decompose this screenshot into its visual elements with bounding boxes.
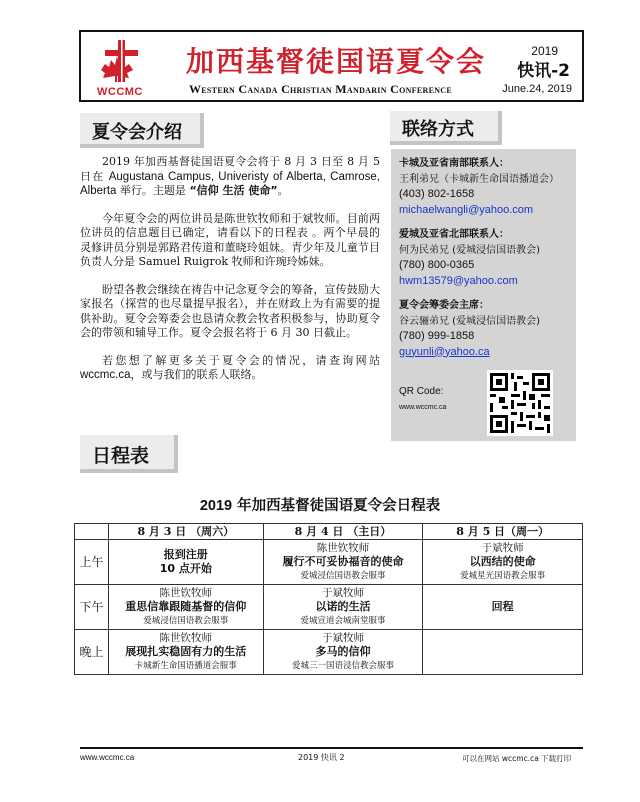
- speaker-name: 于斌牧师: [321, 587, 364, 599]
- contact-chair-heading: 夏令会筹委会主席：: [399, 300, 489, 311]
- intro-p4-text-a: 若您想了解更多关于夏令会的情况，请查询网站: [102, 353, 380, 367]
- session-cell: [263, 540, 423, 585]
- session-cell: [108, 630, 263, 675]
- session-topic: 重思信靠跟随基督的信仰: [125, 600, 247, 613]
- speaker-name: 陈世钦牧师: [159, 632, 213, 644]
- qr-label: QR Code:: [399, 386, 444, 397]
- intro-p1-text-c: 。: [277, 184, 289, 197]
- session-topic: 回程: [491, 600, 514, 613]
- schedule-title-year: 2019: [199, 498, 233, 514]
- contact-south-name: 王利弟兄（卡城新生命国语播道会）: [399, 173, 559, 185]
- speaker-church: 爱城宣道会城南堂服事: [300, 616, 386, 626]
- footer-download-note: 可以在网站 wccmc.ca 下载打印: [462, 754, 572, 763]
- intro-paragraph-2: 今年夏令会的两位讲员是陈世钦牧师和于斌牧师。目前两位讲员的信息题目已确定，请看以下的日程表 。两个早晨的灵修讲员分别是郭路君传道和董晓玲姐妹。青少年及儿童节目负责人分是 Samuel Ruigrok 牧师和许琬玲姊妹。: [80, 211, 380, 268]
- contact-north-email[interactable]: hwm13579@yahoo.com: [399, 274, 518, 287]
- speaker-name: 于斌牧师: [481, 542, 524, 554]
- contact-chair-name: 谷云骊弟兄 (爱城浸信国语教会): [399, 315, 540, 327]
- speaker-church: 卡城新生命国语播道会服事: [134, 661, 237, 671]
- session-topic: 多马的信仰: [315, 645, 371, 658]
- intro-paragraph-1: [80, 155, 380, 199]
- masthead: [79, 30, 584, 102]
- contact-south-phone: (403) 802-1658: [399, 188, 475, 200]
- contact-south-email[interactable]: michaelwangli@yahoo.com: [399, 203, 534, 216]
- table-row: [75, 585, 583, 630]
- qr-url: www.wccmc.ca: [399, 404, 447, 411]
- session-cell: [423, 585, 583, 630]
- intro-p1-text-b: 举行。主题是: [116, 184, 190, 197]
- contact-chair-phone: (780) 999-1858: [399, 330, 475, 342]
- schedule-table: [74, 523, 583, 675]
- speaker-name: 陈世钦牧师: [159, 587, 213, 599]
- session-topic: 以诺的生活: [315, 600, 371, 613]
- intro-paragraph-4: [80, 354, 380, 383]
- intro-heading: 夏令会介绍: [80, 113, 204, 148]
- session-cell: [108, 585, 263, 630]
- session-cell-empty: [423, 630, 583, 675]
- contact-chair: [399, 298, 568, 360]
- speaker-church: 爱城星光国语教会服事: [460, 571, 546, 581]
- issue-date: June.24, 2019: [502, 83, 572, 95]
- session-line-1: 报到注册: [163, 548, 208, 561]
- contact-box: [391, 149, 576, 441]
- contact-heading: 联络方式: [390, 111, 502, 145]
- session-cell: [108, 540, 263, 585]
- contact-north-heading: 爱城及亚省北部联系人：: [399, 229, 509, 240]
- footer-website[interactable]: www.wccmc.ca: [80, 753, 135, 762]
- contact-south-heading: 卡城及亚省南部联系人：: [399, 158, 509, 169]
- intro-p4-text-b: ，或与我们的联系人联络。: [130, 368, 263, 381]
- contact-north: [399, 227, 568, 289]
- intro-theme: “信仰 生活 使命”: [189, 184, 278, 197]
- intro-body: [80, 155, 380, 396]
- title-english: Western Canada Christian Mandarin Conference: [189, 82, 452, 96]
- issue-year: 2019: [531, 44, 558, 58]
- contact-south: [399, 156, 568, 218]
- intro-venue: Augustana Campus, Univeristy of Alberta, Camrose, Alberta: [80, 170, 381, 197]
- contact-north-phone: (780) 800-0365: [399, 259, 475, 271]
- qr-code-icon: [487, 370, 553, 436]
- intro-paragraph-3: 盼望各教会继续在祷告中记念夏令会的筹备，宣传鼓励大家报名（探营的也尽量提早报名），并在财政上为有需要的提供补助。夏令会筹委会也恳请众教会牧者积极参与，协助夏令会的带领和辅导工作。夏令会报名将于 6 月 30 日截止。: [80, 282, 380, 339]
- time-slot-afternoon: 下午: [75, 585, 109, 630]
- speaker-church: 爱城浸信国语教会服事: [300, 571, 386, 581]
- session-cell: [423, 540, 583, 585]
- time-slot-morning: 上午: [75, 540, 109, 585]
- footer-issue: 2019 快讯 2: [298, 753, 345, 762]
- session-cell: [263, 585, 423, 630]
- schedule-title: [0, 494, 640, 515]
- wccmc-logo: [87, 36, 159, 98]
- intro-p1-text-a: 2019 年加西基督徒国语夏令会将于 8 月 3 日至 8 月 5 日在: [80, 155, 380, 183]
- session-topic: 以西结的使命: [469, 555, 536, 568]
- session-line-2: 10 点开始: [159, 562, 212, 575]
- qr-code[interactable]: [487, 370, 553, 436]
- schedule-header-row: [75, 524, 583, 540]
- session-cell: [263, 630, 423, 675]
- time-slot-evening: 晚上: [75, 630, 109, 675]
- speaker-name: 陈世钦牧师: [316, 542, 370, 554]
- session-topic: 履行不可妥协福音的使命: [282, 555, 404, 568]
- contact-chair-email[interactable]: guyunli@yahoo.ca: [399, 345, 490, 358]
- contact-north-name: 何为民弟兄 (爱城浸信国语教会): [399, 244, 540, 256]
- schedule-heading: 日程表: [80, 435, 178, 473]
- table-row: [75, 540, 583, 585]
- intro-website: wccmc.ca: [80, 369, 131, 381]
- speaker-church: 爱城三一国语浸信教会服事: [291, 661, 394, 671]
- speaker-church: 爱城浸信国语教会服事: [143, 616, 229, 626]
- issue-number: 快讯-2: [517, 61, 570, 81]
- logo-text: WCCMC: [97, 86, 143, 98]
- day-header-1: 8 月 3 日 （周六）: [108, 524, 263, 540]
- session-topic: 展现扎实稳固有力的生活: [125, 645, 247, 658]
- day-header-3: 8 月 5 日（周一）: [423, 524, 583, 540]
- footer-divider: [80, 747, 583, 749]
- schedule-corner-cell: [75, 524, 109, 540]
- day-header-2: 8 月 4 日 （主日）: [263, 524, 423, 540]
- title-chinese: 加西基督徒国语夏令会: [186, 45, 487, 78]
- speaker-name: 于斌牧师: [321, 632, 364, 644]
- schedule-title-text: 年加西基督徒国语夏令会日程表: [232, 498, 441, 514]
- table-row: [75, 630, 583, 675]
